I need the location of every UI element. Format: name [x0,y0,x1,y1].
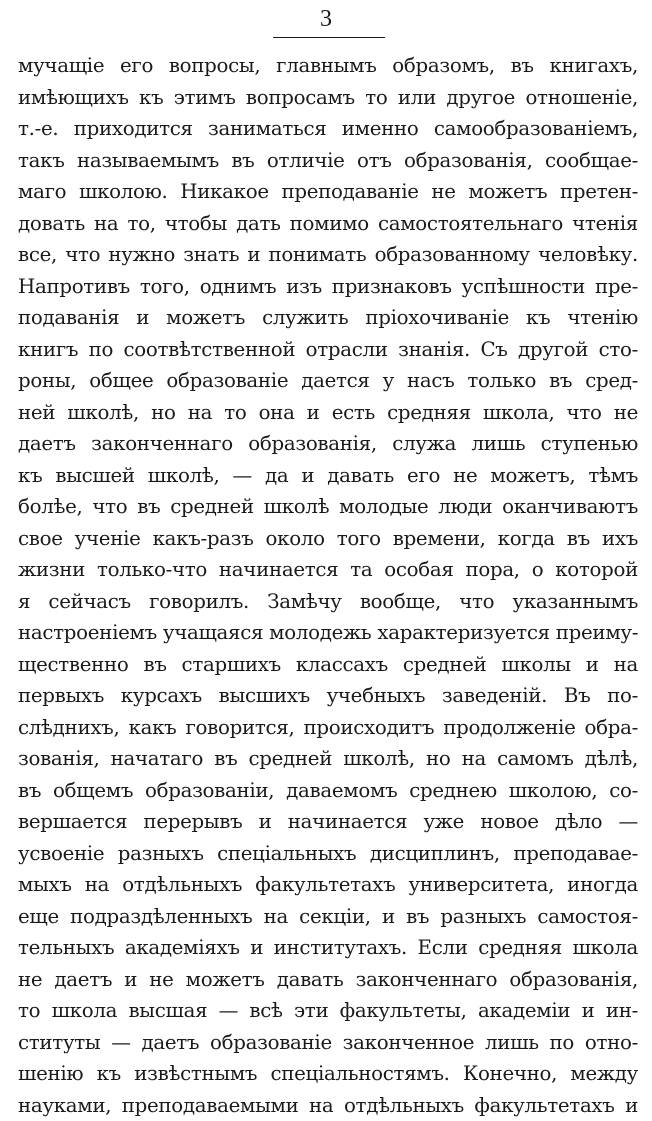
text-line: все, что нужно знать и понимать образованному человѣку. [18,239,638,271]
text-line: даетъ законченнаго образованія, служа лишь ступенью [18,428,638,460]
page-number: 3 [0,4,652,34]
header-rule [273,37,385,38]
text-line: маго школою. Никакое преподаваніе не можетъ претен- [18,176,638,208]
text-line: подаванія и можетъ служить пріохочиваніе къ чтенію [18,302,638,334]
text-line: такъ называемымъ въ отличіе отъ образованія, сообщае- [18,145,638,177]
text-line: науками, преподаваемыми на отдѣльныхъ факультетахъ и [18,1090,638,1121]
text-line: къ высшей школѣ, — да и давать его не можетъ, тѣмъ [18,460,638,492]
text-line: мучащіе его вопросы, главнымъ образомъ, въ книгахъ, [18,50,638,82]
text-line: роны, общее образованіе дается у насъ только въ сред- [18,365,638,397]
text-line: т.-е. приходится заниматься именно самообразованіемъ, [18,113,638,145]
text-line: зованія, начатаго въ средней школѣ, но на самомъ дѣлѣ, [18,743,638,775]
text-line: болѣе, что въ средней школѣ молодые люди оканчиваютъ [18,491,638,523]
text-line: имѣющихъ къ этимъ вопросамъ то или другое отношеніе, [18,82,638,114]
text-line: Напротивъ того, однимъ изъ признаковъ успѣшности пре- [18,271,638,303]
text-line: первыхъ курсахъ высшихъ учебныхъ заведеній. Въ по- [18,680,638,712]
text-line: довать на то, чтобы дать помимо самостоятельнаго чтенія [18,208,638,240]
text-line: свое ученіе какъ-разъ около того времени, когда въ ихъ [18,523,638,555]
text-line: мыхъ на отдѣльныхъ факультетахъ университета, иногда [18,869,638,901]
text-line: еще подраздѣленныхъ на секціи, и въ разныхъ самостоя- [18,901,638,933]
text-line: не даетъ и не можетъ давать законченнаго образованія, [18,964,638,996]
text-line: вершается перерывъ и начинается уже новое дѣло — [18,806,638,838]
text-line: шенію къ извѣстнымъ спеціальностямъ. Конечно, между [18,1058,638,1090]
text-line: то школа высшая — всѣ эти факультеты, академіи и ин- [18,995,638,1027]
text-line: щественно въ старшихъ классахъ средней школы и на [18,649,638,681]
text-line: въ общемъ образованіи, даваемомъ среднею школою, со- [18,775,638,807]
text-line: ституты — даетъ образованіе законченное лишь по отно- [18,1027,638,1059]
text-line: усвоеніе разныхъ спеціальныхъ дисциплинъ, преподавае- [18,838,638,870]
text-line: тельныхъ академіяхъ и институтахъ. Если средняя школа [18,932,638,964]
text-line: жизни только-что начинается та особая пора, о которой [18,554,638,586]
text-line: книгъ по соотвѣтственной отрасли знанія. Съ другой сто- [18,334,638,366]
text-line: я сейчасъ говорилъ. Замѣчу вообще, что указаннымъ [18,586,638,618]
text-line: ней школѣ, но на то она и есть средняя школа, что не [18,397,638,429]
text-line: настроеніемъ учащаяся молодежь характеризуется преиму- [18,617,638,649]
text-line: слѣднихъ, какъ говорится, происходитъ продолженіе обра- [18,712,638,744]
body-text [18,50,638,1121]
